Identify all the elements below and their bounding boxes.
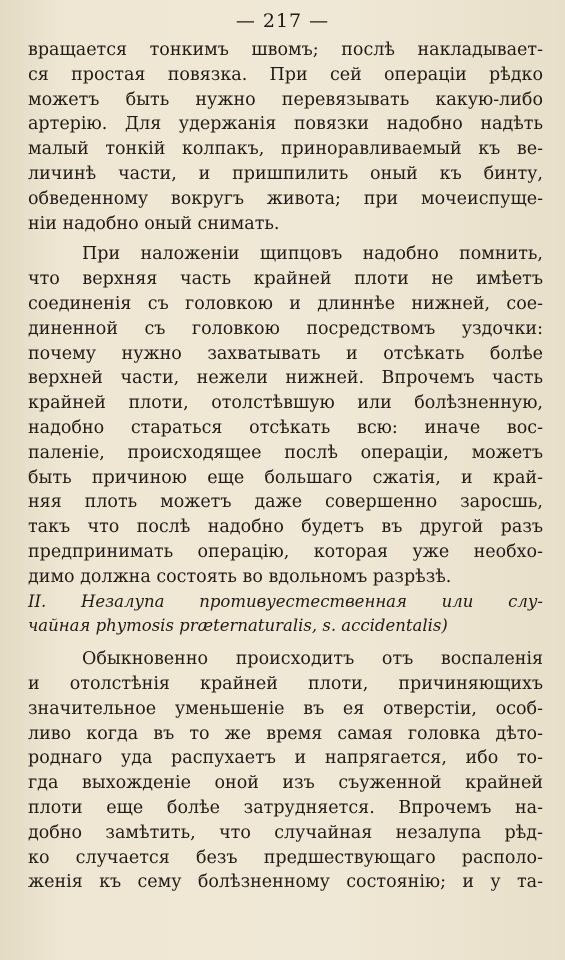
text-line: ко случается безъ предшествующаго располо-	[28, 847, 543, 868]
text-line: димо должна состоять во вдольномъ разрѣзѣ.	[28, 566, 452, 587]
text-line: соединенія съ головкою и длиннѣе нижней, сое-	[28, 293, 543, 314]
text-line: ніи надобно оный снимать.	[28, 213, 280, 234]
text-line: артерію. Для удержанія повязки надобно надѣть	[28, 114, 543, 135]
text-line: ся простая повязка. При сей операціи рѣдко	[28, 64, 543, 85]
page-number: — 217 —	[235, 10, 330, 32]
text-line: такъ что послѣ надобно будетъ въ другой разъ	[28, 517, 543, 538]
text-line: надобно стараться отсѣкать всю: иначе вос-	[28, 417, 543, 438]
text-line: роднаго уда распухаетъ и напрягается, ибо то-	[28, 748, 543, 769]
text-line: предпринимать операцію, которая уже необхо-	[28, 541, 543, 562]
text-line: диненной съ головкою посредствомъ уздочки:	[28, 318, 543, 339]
text-line: значительное уменьшеніе въ ея отверстіи, особ-	[28, 698, 543, 719]
text-line: няя плоть можетъ даже совершенно заросшь,	[28, 492, 543, 513]
text-line: гда выхожденіе оной изъ съуженной крайней	[28, 773, 543, 794]
text-line: обведенному вокругъ живота; при мочеиспуще-	[28, 188, 543, 209]
text-line: добно замѣтить, что случайная незалупа рѣд-	[28, 822, 543, 843]
text-line: При наложеніи щипцовъ надобно помнить,	[82, 244, 543, 265]
text-line: паленіе, происходящее послѣ операціи, можетъ	[28, 442, 543, 463]
text-line: и отолстѣнія крайней плоти, причиняющихъ	[28, 673, 543, 694]
text-line: женія къ сему болѣзненному состоянію; и у та-	[28, 872, 543, 893]
text-line: крайней плоти, отолстѣвшую или болѣзненную,	[28, 393, 543, 414]
section-heading: чайная phymosis præternaturalis, s. accidentalis)	[28, 616, 448, 636]
text-line: плоти еще болѣе затрудняется. Впрочемъ на-	[28, 797, 543, 818]
paragraph-gap	[28, 639, 543, 647]
text-line: малый тонкій колпакъ, приноравливаемый къ ве-	[28, 139, 543, 160]
text-line: личинѣ части, и пришпилить оный къ бинту,	[28, 163, 543, 184]
text-line: почему нужно захватывать и отсѣкать болѣе	[28, 343, 543, 364]
text-line: можетъ быть нужно перевязывать какую-либо	[28, 89, 543, 110]
text-line: верхней части, нежели нижней. Впрочемъ часть	[28, 368, 543, 389]
text-line: вращается тонкимъ швомъ; послѣ накладывает-	[28, 40, 543, 60]
page-text	[28, 38, 543, 895]
text-line: что верхняя часть крайней плоти не имѣетъ	[28, 269, 543, 290]
text-line: ливо когда въ то же время самая головка дѣто-	[28, 723, 543, 744]
text-line: быть причиною еще большаго сжатія, и край-	[28, 467, 543, 488]
text-line: Обыкновенно происходитъ отъ воспаленія	[82, 649, 543, 670]
section-heading: II. Незалупа противуестественная или слу-	[28, 591, 543, 611]
